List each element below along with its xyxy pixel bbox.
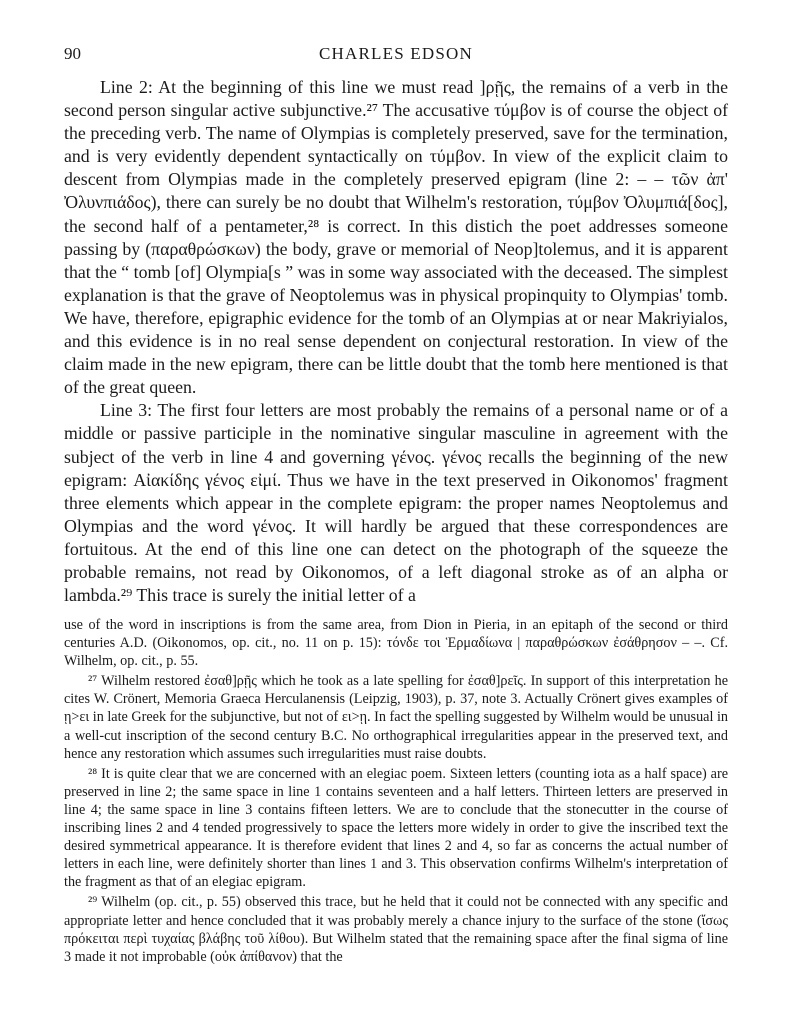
- paragraph-line-2: Line 2: At the beginning of this line we must read ]ρῇς, the remains of a verb in the second person singular active subjunctive.²⁷ The accusative τύμβον is of course the object of the preceding verb. The name of Olympias is completely preserved, save for the termination, and is very evidently dependent syntactically on τύμβον. In view of the explicit claim to descent from Olympias made in the completely preserved epigram (line 2: – – τῶν ἀπ' Ὀλυνπιάδος), there can surely be no doubt that Wilhelm's restoration, τύμβον Ὀλυμπιά[δος], the second half of a pentameter,²⁸ is correct. In this distich the poet addresses someone passing by (παραθρώσκων) the body, grave or memorial of Neop]tolemus, and it is apparent that the “ tomb [of] Olympia[s ” was in some way associated with the deceased. The simplest explanation is that the grave of Neoptolemus was in physical propinquity to Olympias' tomb. We have, therefore, epigraphic evidence for the tomb of an Olympias at or near Makriyialos, and this evidence is in no real sense dependent on conjectural restoration. In view of the claim made in the new epigram, there can be little doubt that the tomb here mentioned is that of the great queen.: [64, 77, 728, 398]
- body-text: [64, 76, 728, 607]
- page-number: 90: [64, 44, 81, 63]
- footnote-28: ²⁸ It is quite clear that we are concerned with an elegiac poem. Sixteen letters (counting iota as a half space) are preserved in line 2; the same space in line 1 contains seventeen and a half letters. Thirteen letters are preserved in line 4; the same space in line 3 contains fifteen letters. We are to conclude that the stonecutter in the course of inscribing lines 2 and 4 tended progressively to space the letters more widely in order to give the inscribed text the desired symmetrical appearance. It is therefore evident that lines 2 and 4, so far as concerns the actual number of letters in each line, were definitely shorter than lines 1 and 3. This observation confirms Wilhelm's interpretation of the fragment as that of an elegiac epigram.: [64, 765, 728, 891]
- footnote-29: ²⁹ Wilhelm (op. cit., p. 55) observed this trace, but he held that it could not be connected with any specific and appropriate letter and hence concluded that it was probably merely a chance injury to the surface of the stone (ἴσως πρόκειται περὶ τυχαίας βλάβης τοῦ λίθου). But Wilhelm stated that the remaining space after the final sigma of line 3 made it not improbable (οὐκ ἀπίθανον) that the: [64, 894, 728, 965]
- footnote-continuation: use of the word in inscriptions is from the same area, from Dion in Pieria, in an epitaph of the second or third centuries A.D. (Oikonomos, op. cit., no. 11 on p. 15): τόνδε τοι Ἑρμαδίωνα | παραθρώσκων ἐσάθρησον – –. Cf. Wilhelm, op. cit., p. 55.: [64, 617, 728, 670]
- page-header: [64, 44, 728, 68]
- footnote-27: ²⁷ Wilhelm restored ἐσαθ]ρῇς which he took as a late spelling for ἐσαθ]ρεῖς. In support of this interpretation he cites W. Crönert, Memoria Graeca Herculanensis (Leipzig, 1903), p. 37, note 3. Actually Crönert gives examples of ῃ>ει in late Greek for the subjunctive, but not of ει>ῃ. In fact the spelling suggested by Wilhelm would be unusual in a well-cut inscription of the second century B.C. No orthographical irregularities appear in the preserved text, and hence any restoration which assumes such irregularities must raise doubts.: [64, 673, 728, 762]
- running-title: CHARLES EDSON: [319, 44, 473, 63]
- paragraph-line-3: Line 3: The first four letters are most probably the remains of a personal name or of a middle or passive participle in the nominative singular masculine in agreement with the subject of the verb in line 4 and governing γένος. γένος recalls the beginning of the new epigram: Αἰακίδης γένος εἰμί. Thus we have in the text preserved in Oikonomos' fragment three elements which appear in the complete epigram: the proper names Neoptolemus and Olympias and the word γένος. It will hardly be argued that these correspondences are fortuitous. At the end of this line one can detect on the photograph of the squeeze the probable remains, not read by Oikonomos, of a left diagonal stroke as of an alpha or lambda.²⁹ This trace is surely the initial letter of a: [64, 400, 728, 606]
- footnotes: [64, 616, 728, 966]
